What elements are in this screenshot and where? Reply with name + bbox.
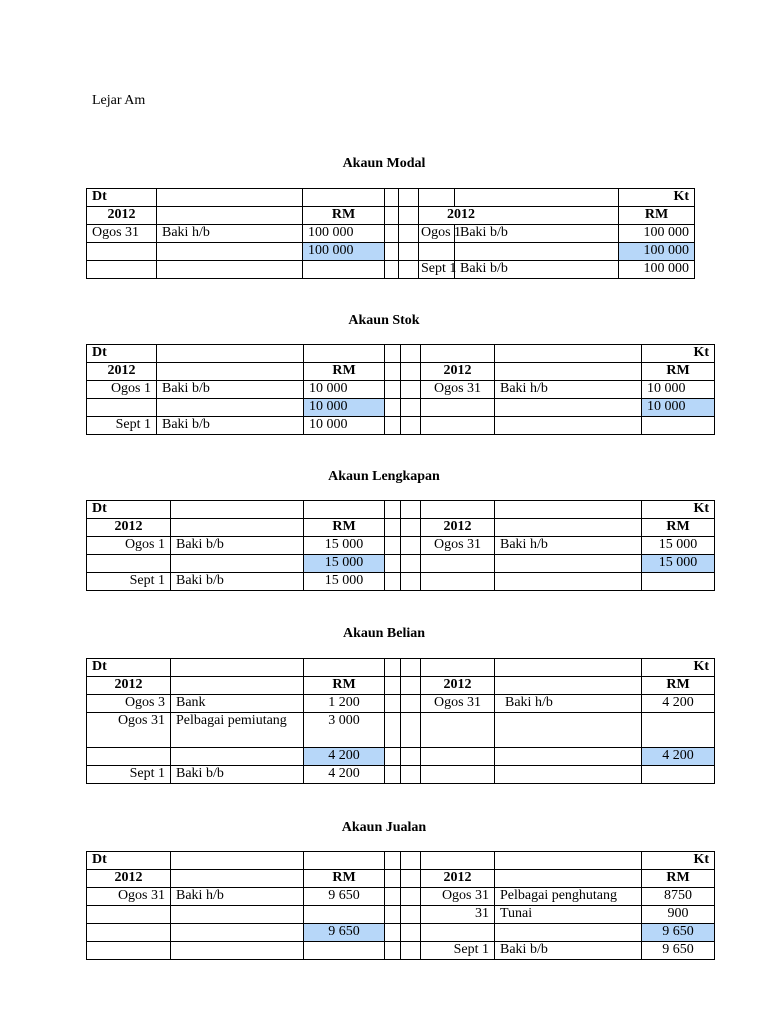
debit-desc: Baki h/b	[157, 225, 303, 243]
credit-amount: 8750	[642, 888, 715, 906]
empty-cell	[303, 189, 385, 207]
empty-cell	[385, 766, 401, 784]
ledger-table-lengkapan	[86, 500, 715, 591]
debit-amount: 15 000	[304, 573, 385, 591]
ledger-subheader-row	[87, 363, 715, 381]
empty-cell	[399, 225, 419, 243]
empty-cell	[385, 695, 401, 713]
credit-year: 2012	[419, 207, 619, 225]
empty-cell	[401, 501, 421, 519]
empty-cell	[385, 399, 401, 417]
empty-cell	[157, 243, 303, 261]
table-row-total	[87, 748, 715, 766]
debit-rm: RM	[304, 519, 385, 537]
credit-total: 100 000	[619, 243, 695, 261]
ledger-subheader-row	[87, 870, 715, 888]
empty-cell	[385, 942, 401, 960]
empty-cell	[401, 555, 421, 573]
debit-date: Ogos 31	[87, 225, 157, 243]
credit-desc: Baki b/b	[495, 942, 642, 960]
ledger-subheader-row	[87, 519, 715, 537]
table-row	[87, 381, 715, 399]
empty-cell	[401, 677, 421, 695]
page-label: Lejar Am	[92, 93, 146, 108]
ledger-header-row	[87, 501, 715, 519]
empty-cell	[385, 225, 399, 243]
credit-year: 2012	[421, 363, 495, 381]
empty-cell	[401, 381, 421, 399]
credit-amount: 10 000	[642, 381, 715, 399]
table-row	[87, 888, 715, 906]
empty-cell	[401, 659, 421, 677]
credit-amount: 100 000	[619, 225, 695, 243]
debit-date: Ogos 31	[87, 888, 171, 906]
empty-cell	[401, 888, 421, 906]
ledger-table-jualan	[86, 851, 715, 960]
empty-cell	[495, 555, 642, 573]
debit-amount: 3 000	[304, 713, 385, 748]
empty-cell	[385, 519, 401, 537]
credit-desc: Baki h/b	[495, 537, 642, 555]
credit-rm: RM	[642, 677, 715, 695]
empty-cell	[304, 501, 385, 519]
empty-cell	[401, 924, 421, 942]
credit-desc: Baki h/b	[495, 695, 642, 713]
debit-amount: 1 200	[304, 695, 385, 713]
empty-cell	[421, 748, 495, 766]
empty-cell	[304, 659, 385, 677]
ledger-table-stok	[86, 344, 715, 435]
empty-cell	[385, 748, 401, 766]
ledger-header-row	[87, 852, 715, 870]
empty-cell	[171, 906, 304, 924]
empty-cell	[401, 852, 421, 870]
empty-cell	[87, 924, 171, 942]
debit-date: Sept 1	[87, 417, 157, 435]
empty-cell	[495, 417, 642, 435]
credit-amount: 100 000	[619, 261, 695, 279]
credit-total: 4 200	[642, 748, 715, 766]
ledger-header-row	[87, 345, 715, 363]
empty-cell	[401, 573, 421, 591]
empty-cell	[87, 906, 171, 924]
empty-cell	[171, 870, 304, 888]
empty-cell	[401, 695, 421, 713]
empty-cell	[642, 713, 715, 748]
credit-rm: RM	[642, 870, 715, 888]
empty-cell	[87, 748, 171, 766]
credit-year: 2012	[421, 677, 495, 695]
debit-rm: RM	[303, 207, 385, 225]
empty-cell	[385, 870, 401, 888]
debit-desc: Baki b/b	[171, 766, 304, 784]
table-row	[87, 417, 715, 435]
ledger-header-row	[87, 189, 695, 207]
debit-total: 100 000	[303, 243, 385, 261]
empty-cell	[171, 748, 304, 766]
debit-label: Dt	[87, 189, 157, 207]
empty-cell	[642, 766, 715, 784]
credit-amount: 900	[642, 906, 715, 924]
empty-cell	[495, 924, 642, 942]
ledger-subheader-row	[87, 677, 715, 695]
empty-cell	[642, 573, 715, 591]
debit-year: 2012	[87, 363, 157, 381]
credit-date: Sept 1	[421, 942, 495, 960]
debit-label: Dt	[87, 345, 157, 363]
empty-cell	[401, 519, 421, 537]
empty-cell	[455, 189, 619, 207]
credit-date: Ogos 31	[421, 381, 495, 399]
ledger-subheader-row	[87, 207, 695, 225]
empty-cell	[421, 345, 495, 363]
empty-cell	[495, 852, 642, 870]
debit-date: Ogos 1	[87, 537, 171, 555]
empty-cell	[385, 381, 401, 399]
credit-desc: Baki b/b	[455, 225, 619, 243]
debit-amount: 15 000	[304, 537, 385, 555]
debit-total: 10 000	[304, 399, 385, 417]
debit-total: 9 650	[304, 924, 385, 942]
empty-cell	[421, 924, 495, 942]
empty-cell	[157, 345, 304, 363]
empty-cell	[401, 417, 421, 435]
empty-cell	[385, 537, 401, 555]
debit-date: Sept 1	[87, 766, 171, 784]
empty-cell	[304, 852, 385, 870]
empty-cell	[157, 399, 304, 417]
empty-cell	[171, 852, 304, 870]
debit-date: Ogos 1	[87, 381, 157, 399]
credit-date: 31	[421, 906, 495, 924]
empty-cell	[385, 207, 399, 225]
debit-desc: Bank	[171, 695, 304, 713]
account-title-belian: Akaun Belian	[342, 626, 426, 641]
empty-cell	[421, 713, 495, 748]
credit-rm: RM	[642, 363, 715, 381]
empty-cell	[495, 677, 642, 695]
empty-cell	[385, 555, 401, 573]
credit-total: 15 000	[642, 555, 715, 573]
table-row	[87, 906, 715, 924]
empty-cell	[304, 345, 385, 363]
empty-cell	[419, 189, 455, 207]
credit-label: Kt	[642, 501, 715, 519]
credit-date: Ogos 31	[421, 888, 495, 906]
empty-cell	[303, 261, 385, 279]
empty-cell	[455, 243, 619, 261]
account-title-stok: Akaun Stok	[348, 313, 420, 328]
ledger-header-row	[87, 659, 715, 677]
debit-label: Dt	[87, 501, 171, 519]
table-row	[87, 766, 715, 784]
empty-cell	[642, 417, 715, 435]
empty-cell	[385, 243, 399, 261]
table-row	[87, 573, 715, 591]
empty-cell	[87, 243, 157, 261]
empty-cell	[421, 659, 495, 677]
empty-cell	[495, 713, 642, 748]
empty-cell	[399, 261, 419, 279]
credit-amount: 15 000	[642, 537, 715, 555]
empty-cell	[401, 870, 421, 888]
debit-amount: 10 000	[304, 417, 385, 435]
table-row	[87, 225, 695, 243]
empty-cell	[399, 189, 419, 207]
empty-cell	[87, 555, 171, 573]
empty-cell	[87, 399, 157, 417]
debit-total: 4 200	[304, 748, 385, 766]
empty-cell	[495, 748, 642, 766]
debit-year: 2012	[87, 870, 171, 888]
table-row-total	[87, 399, 715, 417]
credit-total: 9 650	[642, 924, 715, 942]
debit-total: 15 000	[304, 555, 385, 573]
debit-amount: 9 650	[304, 888, 385, 906]
empty-cell	[385, 345, 401, 363]
empty-cell	[495, 766, 642, 784]
credit-amount: 9 650	[642, 942, 715, 960]
empty-cell	[495, 501, 642, 519]
empty-cell	[399, 207, 419, 225]
empty-cell	[157, 207, 303, 225]
empty-cell	[401, 766, 421, 784]
credit-date: Ogos 31	[421, 537, 495, 555]
empty-cell	[171, 924, 304, 942]
empty-cell	[401, 399, 421, 417]
empty-cell	[421, 501, 495, 519]
empty-cell	[385, 189, 399, 207]
debit-date: Ogos 3	[87, 695, 171, 713]
empty-cell	[385, 417, 401, 435]
debit-date: Ogos 31	[87, 713, 171, 748]
empty-cell	[495, 363, 642, 381]
empty-cell	[421, 417, 495, 435]
empty-cell	[385, 677, 401, 695]
table-row	[87, 942, 715, 960]
credit-date: Ogos 1	[419, 225, 455, 243]
empty-cell	[495, 870, 642, 888]
empty-cell	[401, 748, 421, 766]
empty-cell	[401, 713, 421, 748]
credit-label: Kt	[642, 659, 715, 677]
credit-year: 2012	[421, 519, 495, 537]
empty-cell	[385, 363, 401, 381]
empty-cell	[495, 659, 642, 677]
empty-cell	[495, 573, 642, 591]
credit-desc: Baki b/b	[455, 261, 619, 279]
empty-cell	[171, 677, 304, 695]
empty-cell	[421, 555, 495, 573]
credit-total: 10 000	[642, 399, 715, 417]
credit-amount: 4 200	[642, 695, 715, 713]
debit-label: Dt	[87, 852, 171, 870]
empty-cell	[419, 243, 455, 261]
debit-amount: 100 000	[303, 225, 385, 243]
empty-cell	[399, 243, 419, 261]
credit-year: 2012	[421, 870, 495, 888]
credit-date: Ogos 31	[421, 695, 495, 713]
empty-cell	[385, 261, 399, 279]
empty-cell	[87, 942, 171, 960]
table-row-total	[87, 924, 715, 942]
debit-amount: 10 000	[304, 381, 385, 399]
ledger-table-belian	[86, 658, 715, 784]
credit-desc: Tunai	[495, 906, 642, 924]
credit-date: Sept 1	[419, 261, 455, 279]
empty-cell	[157, 261, 303, 279]
debit-desc: Baki b/b	[157, 381, 304, 399]
empty-cell	[385, 659, 401, 677]
empty-cell	[304, 942, 385, 960]
debit-year: 2012	[87, 677, 171, 695]
empty-cell	[385, 852, 401, 870]
account-title-modal: Akaun Modal	[342, 156, 426, 171]
table-row	[87, 261, 695, 279]
account-title-lengkapan: Akaun Lengkapan	[328, 469, 440, 484]
empty-cell	[385, 888, 401, 906]
empty-cell	[304, 906, 385, 924]
empty-cell	[171, 555, 304, 573]
debit-desc: Baki b/b	[157, 417, 304, 435]
empty-cell	[495, 399, 642, 417]
empty-cell	[421, 852, 495, 870]
empty-cell	[401, 537, 421, 555]
empty-cell	[495, 519, 642, 537]
debit-year: 2012	[87, 207, 157, 225]
empty-cell	[421, 766, 495, 784]
empty-cell	[385, 713, 401, 748]
ledger-table-modal	[86, 188, 695, 279]
debit-year: 2012	[87, 519, 171, 537]
debit-rm: RM	[304, 363, 385, 381]
empty-cell	[171, 519, 304, 537]
table-row-total	[87, 555, 715, 573]
credit-label: Kt	[642, 345, 715, 363]
empty-cell	[495, 345, 642, 363]
credit-label: Kt	[642, 852, 715, 870]
empty-cell	[171, 942, 304, 960]
empty-cell	[157, 189, 303, 207]
empty-cell	[401, 942, 421, 960]
debit-rm: RM	[304, 870, 385, 888]
empty-cell	[157, 363, 304, 381]
credit-label: Kt	[619, 189, 695, 207]
empty-cell	[421, 573, 495, 591]
empty-cell	[385, 924, 401, 942]
debit-desc: Baki b/b	[171, 573, 304, 591]
credit-rm: RM	[642, 519, 715, 537]
account-title-jualan: Akaun Jualan	[341, 820, 427, 835]
empty-cell	[385, 573, 401, 591]
empty-cell	[385, 906, 401, 924]
table-row	[87, 537, 715, 555]
debit-amount: 4 200	[304, 766, 385, 784]
empty-cell	[171, 659, 304, 677]
debit-desc: Baki h/b	[171, 888, 304, 906]
credit-desc: Baki h/b	[495, 381, 642, 399]
empty-cell	[87, 261, 157, 279]
empty-cell	[171, 501, 304, 519]
empty-cell	[421, 399, 495, 417]
empty-cell	[385, 501, 401, 519]
debit-rm: RM	[304, 677, 385, 695]
debit-desc: Pelbagai pemiutang	[171, 713, 304, 748]
empty-cell	[401, 906, 421, 924]
table-row	[87, 713, 715, 748]
credit-desc: Pelbagai penghutang	[495, 888, 642, 906]
empty-cell	[401, 345, 421, 363]
debit-desc: Baki b/b	[171, 537, 304, 555]
debit-date: Sept 1	[87, 573, 171, 591]
empty-cell	[401, 363, 421, 381]
debit-label: Dt	[87, 659, 171, 677]
table-row-total	[87, 243, 695, 261]
credit-rm: RM	[619, 207, 695, 225]
table-row	[87, 695, 715, 713]
